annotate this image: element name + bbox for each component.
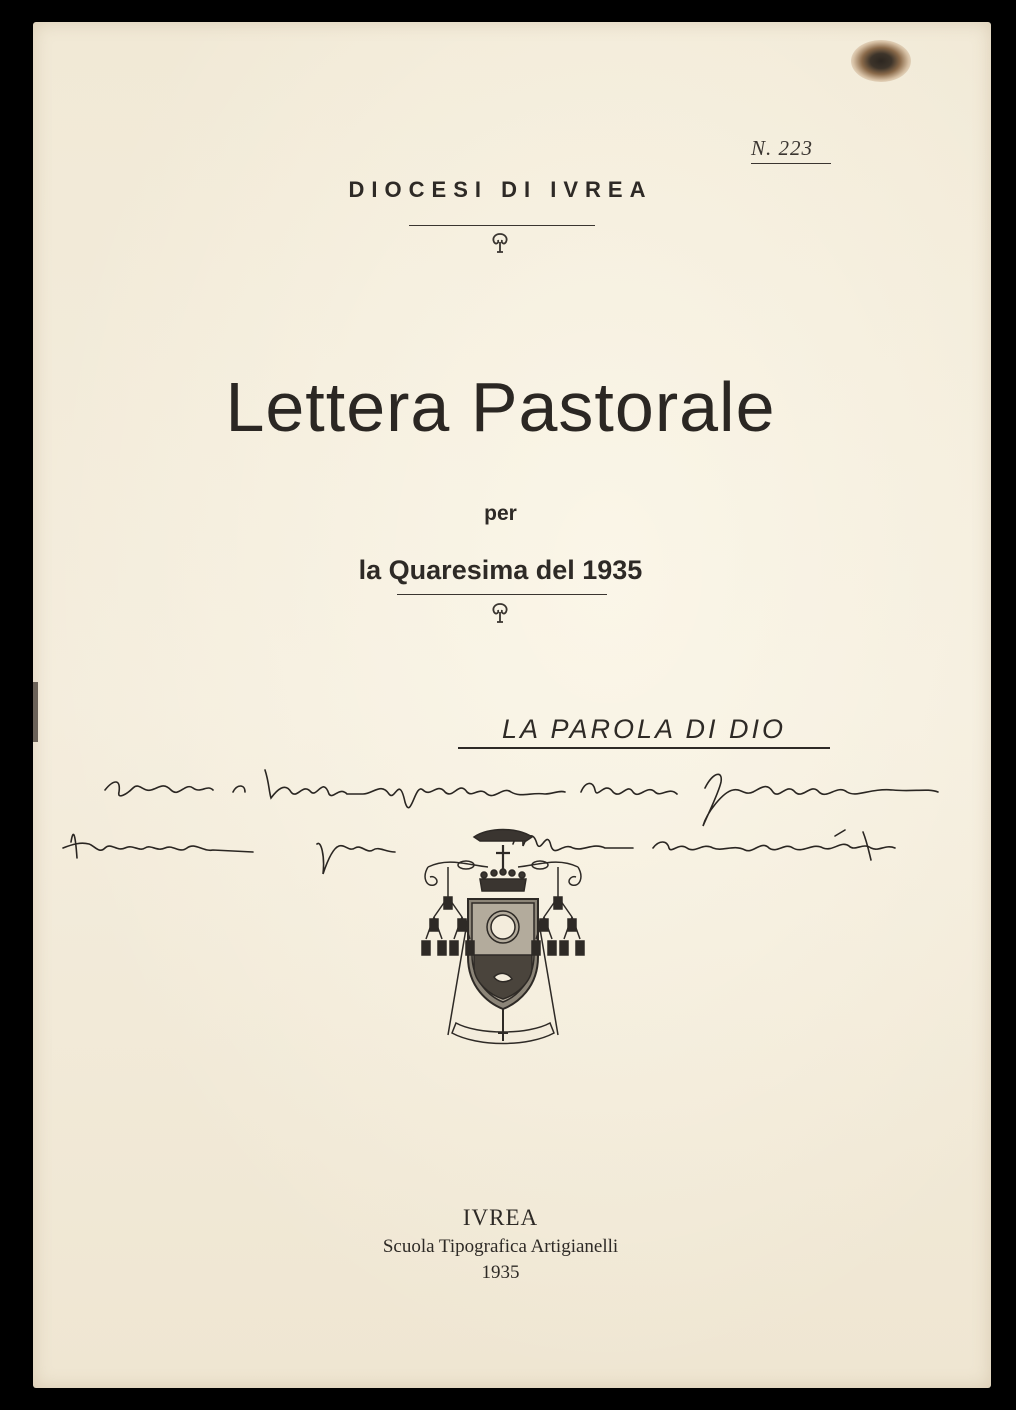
title-connector: per (484, 502, 517, 525)
section-title: LA PAROLA DI DIO (458, 714, 830, 749)
handwritten-inscription (33, 22, 991, 922)
publication-year: 1935 (481, 1262, 520, 1283)
issue-number: N. 223 (751, 136, 831, 164)
diocese-heading: DIOCESI DI IVREA (348, 177, 653, 202)
page-subtitle: la Quaresima del 1935 (358, 555, 643, 585)
printer-name: Scuola Tipografica Artigianelli (382, 1236, 619, 1257)
publication-city: IVREA (462, 1205, 539, 1230)
booklet-cover (33, 22, 991, 1388)
page-title: Lettera Pastorale (225, 368, 776, 446)
coat-of-arms (408, 827, 598, 1047)
